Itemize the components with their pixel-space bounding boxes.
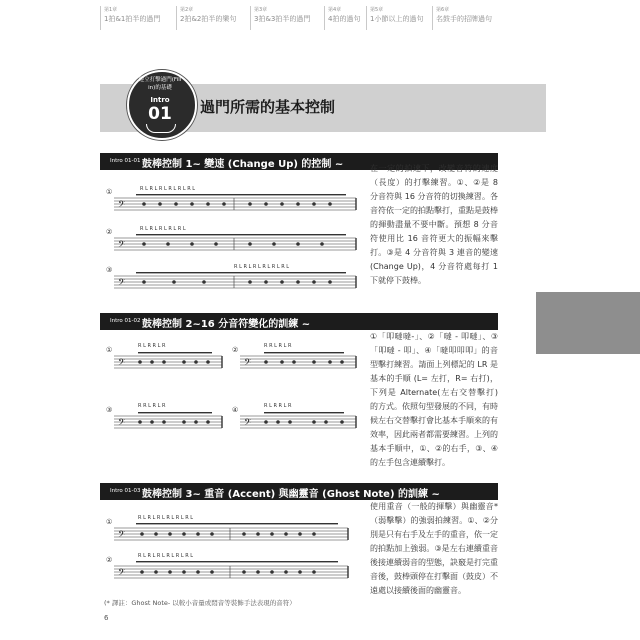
drum-icon [146, 124, 176, 133]
bass-clef-icon: 𝄢 [118, 417, 126, 430]
section-title: 鼓棒控制 1~ 變速 (Change Up) 的控制 ~ [142, 159, 344, 170]
section-paragraph: 使用重音（一般的揮擊）與幽靈音*（弱擊擊）的強弱拍練習。①、②分別是只有右手及左手的重音，依一定的拍點加上強弱。③是左右連續重音後接連續弱音的型態，訣竅是打完重音後，鼓棒頭停在打擊面（鼓皮）不遠處以接續後面的幽靈音。 [370, 502, 498, 595]
section-code: Intro 01-03 » [110, 488, 146, 494]
bass-clef-icon: 𝄢 [118, 277, 126, 290]
sticking-label: R R L R L R [138, 403, 166, 409]
chapter-name: 1拍&1拍半的過門 [104, 15, 161, 23]
circled-number: ③ [106, 266, 113, 274]
chapter-num: 第2章 [180, 7, 194, 13]
drum-notation-1 [104, 180, 364, 298]
chapter-num: 第6章 [436, 7, 450, 13]
chapter-num: 第5章 [370, 7, 384, 13]
chapter-tab-1[interactable] [100, 6, 160, 30]
chapter-tab-2[interactable] [176, 6, 236, 30]
section-title: 鼓棒控制 2~16 分音符變化的訓練 ~ [142, 319, 311, 330]
chapter-num: 第4章 [328, 7, 342, 13]
bass-clef-icon: 𝄢 [118, 357, 126, 370]
section-title: 鼓棒控制 3~ 重音 (Accent) 與幽靈音 (Ghost Note) 的訓練 ~ [142, 489, 440, 500]
sticking-label: R R L R L R [264, 343, 292, 349]
chapter-tab-6[interactable] [432, 6, 492, 30]
circled-number: ② [232, 346, 239, 354]
sticking-label: R L R L R L R L R L R L [140, 186, 196, 192]
sticking-label: R L R R L R [138, 343, 166, 349]
circled-number: ② [106, 556, 113, 564]
chapter-tab-4[interactable] [324, 6, 360, 30]
sticking-label: R L R L R L R L R L R L [138, 553, 194, 559]
chapter-num: 第3章 [254, 7, 268, 13]
footnote: (* 譯註：Ghost Note- 以較小音量或悶音等裝飾手法表現的音符） [104, 599, 296, 607]
sticking-label: R L R L R L R L R L R L [138, 515, 194, 521]
circled-number: ② [106, 228, 113, 236]
intro-number: 01 [148, 104, 172, 124]
chapter-name: 3拍&3拍半的過門 [254, 15, 311, 23]
circled-number: ① [106, 518, 113, 526]
bass-clef-icon: 𝄢 [244, 417, 252, 430]
chapter-name: 名鼓手的招牌過句 [436, 15, 492, 23]
chapter-tab-3[interactable] [250, 6, 310, 30]
sticking-label: R L R L R L R L R L R L [234, 264, 290, 270]
chapter-name: 1小節以上的過句 [370, 15, 424, 23]
page-number: 6 [104, 614, 109, 622]
section-code: Intro 01-02 » [110, 318, 146, 324]
bass-clef-icon: 𝄢 [118, 529, 126, 542]
intro-word: Intro [150, 96, 170, 104]
circled-number: ④ [232, 406, 239, 414]
circled-number: ① [106, 346, 113, 354]
bass-clef-icon: 𝄢 [118, 239, 126, 252]
drum-notation-2 [104, 338, 364, 458]
circled-number: ③ [106, 406, 113, 414]
chapter-name: 2拍&2拍半的樂句 [180, 15, 237, 23]
page-title: 過門所需的基本控制 [200, 98, 336, 116]
circled-number: ① [106, 188, 113, 196]
section-paragraph: ①「叩噠噠-」、②「噠 - 叩噠」、③「叩噠 - 叩」、④「噠叩叩叩」的音型擊打練習。請面上列標記的 LR 是基本的手順 (L= 左打，R= 右打)，下列是 Alternate(左右交替擊打) 的方式。依照句型發展的不同，有時候左右交替擊打會比基本手順來的有效率，因此兩者都需要練習。上列的基本手順中，①、②的右手，③、④的左手包含連續擊打。 [370, 332, 498, 467]
bass-clef-icon: 𝄢 [244, 357, 252, 370]
bass-clef-icon: 𝄢 [118, 199, 126, 212]
chapter-tabs [100, 6, 546, 30]
drum-notation-3 [104, 510, 356, 590]
section-paragraph: 在一定的拍速下，改變音符的速度（長度）的打擊練習。①、②是 8 分音符與 16 分音符的切換練習。各音符依一定的拍點擊打，重點是鼓棒的揮動盡量不要中斷。預想 8 分音符使用比 16 音符更大的振幅來擊打。③是 4 分音符與 3 連音的變速 (Change Up)，4 分音符處每打 1 下就停下鼓棒。 [370, 164, 498, 285]
music-staff [104, 510, 356, 590]
music-staff [104, 338, 364, 458]
chapter-num: 第1章 [104, 7, 118, 13]
music-staff [104, 180, 364, 298]
chapter-name: 4拍的過句 [328, 15, 361, 23]
side-thumb-tab [536, 292, 640, 354]
section-code: Intro 01-01 » [110, 158, 146, 164]
bass-clef-icon: 𝄢 [118, 567, 126, 580]
intro-label: 建立打擊過門(Fill in)的基礎 [138, 77, 182, 91]
chapter-tab-5[interactable] [366, 6, 423, 30]
sticking-label: R L R R L R [264, 403, 292, 409]
sticking-label: R L R L R L R L R L [140, 226, 186, 232]
